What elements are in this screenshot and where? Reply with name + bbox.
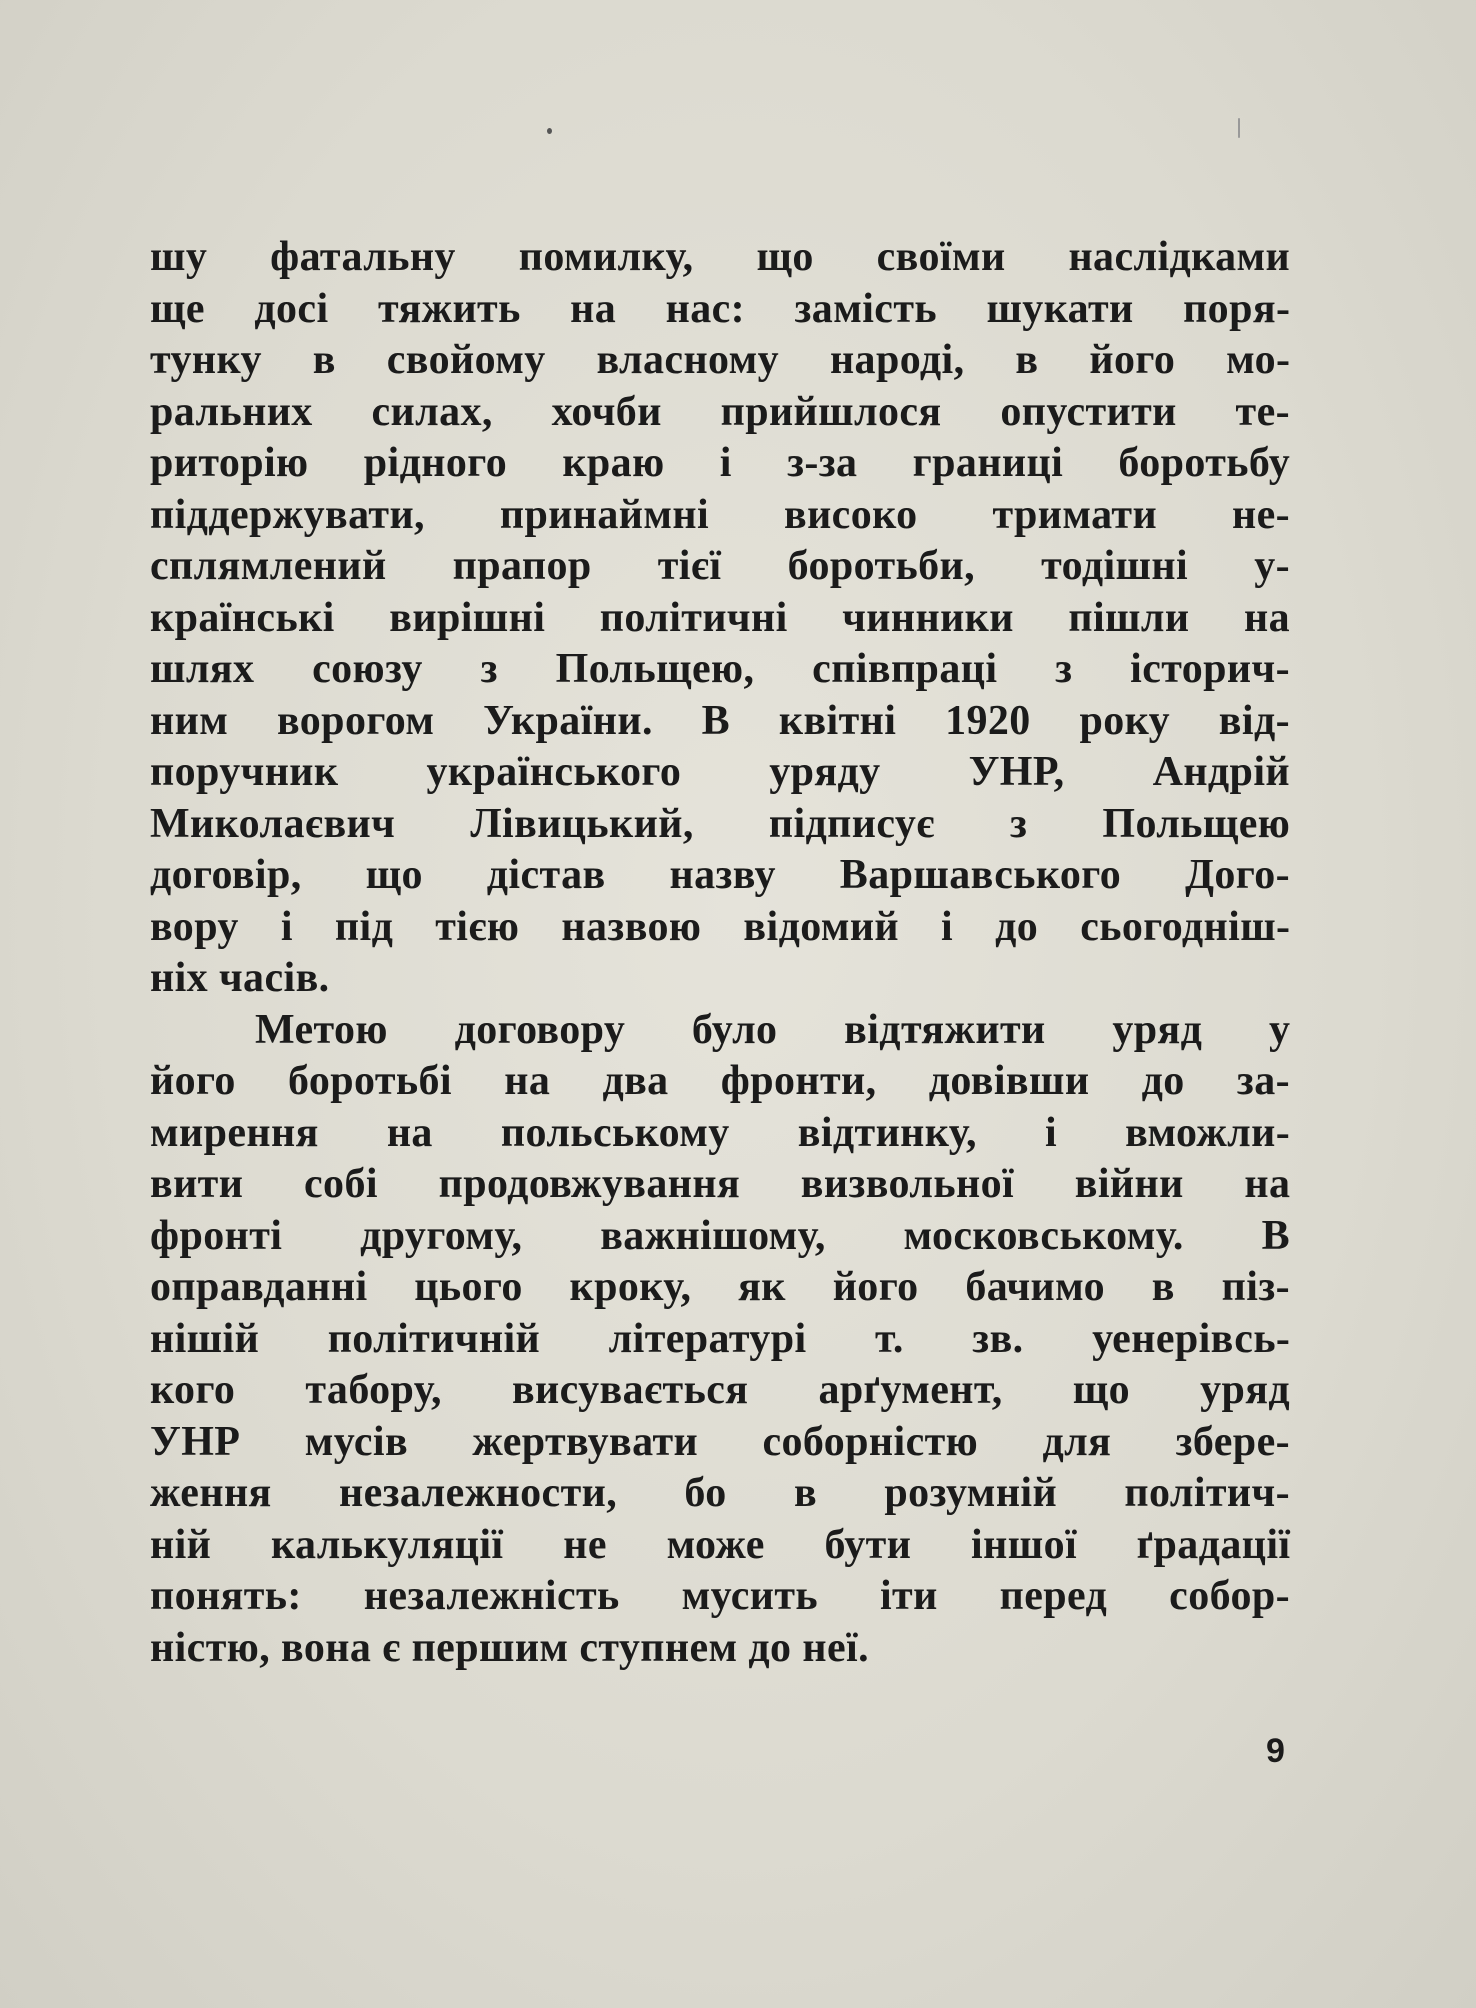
text-line: риторію рідного краю і з-за границі боротьбу [150, 440, 1291, 486]
dust-speck [1238, 118, 1240, 138]
text-line: Миколаєвич Лівицький, підписує з Польщею [150, 800, 1291, 847]
text-line: ще досі тяжить на нас: замість шукати поря- [150, 285, 1291, 332]
text-line: тунку в свойому власному народі, в його мо- [150, 337, 1291, 383]
dust-speck [547, 128, 552, 134]
text-line: поручник українського уряду УНР, Андрій [150, 749, 1290, 795]
text-line: нішій політичній літературі т. зв. уенерівсь- [150, 1315, 1291, 1362]
text-line: сплямлений прапор тієї боротьби, тодішні у- [150, 543, 1290, 589]
text-line: фронті другому, важнішому, московському. В [150, 1212, 1290, 1259]
text-line: ністю, вона є першим ступнем до неї. [150, 1624, 869, 1671]
text-line: Метою договору було відтяжити уряд у [255, 1006, 1291, 1053]
text-line: кого табору, висувається арґумент, що уряд [150, 1367, 1291, 1413]
text-line: ральних силах, хочби прийшлося опустити те- [150, 388, 1290, 435]
text-line: ніх часів. [150, 955, 330, 1001]
text-line: його боротьбі на два фронти, довівши до за- [150, 1058, 1290, 1104]
text-line: УНР мусів жертвувати соборністю для збере- [150, 1418, 1290, 1465]
text-line: договір, що дістав назву Варшавського Дого- [150, 852, 1290, 898]
text-line: вору і під тією назвою відомий і до сьогодніш- [150, 903, 1291, 950]
text-line: вити собі продовжування визвольної війни на [150, 1161, 1291, 1207]
text-line: піддержувати, принаймні високо тримати не- [150, 491, 1290, 538]
text-line: понять: незалежність мусить іти перед собор- [150, 1573, 1290, 1619]
text-line: шу фатальну помилку, що своїми наслідками [150, 234, 1291, 280]
text-line: оправданні цього кроку, як його бачимо в піз- [150, 1264, 1290, 1310]
text-line: ним ворогом України. В квітні 1920 року від- [150, 697, 1290, 744]
text-line: шлях союзу з Польщею, співпраці з історич- [150, 646, 1290, 692]
text-line: країнські вирішні політичні чинники пішли на [150, 594, 1290, 641]
text-line: мирення на польському відтинку, і вможли- [150, 1109, 1291, 1156]
page-number: 9 [1266, 1732, 1285, 1770]
text-line: ження незалежности, бо в розумній політич- [150, 1470, 1290, 1516]
text-line: ній калькуляції не може бути іншої ґрадації [150, 1521, 1291, 1568]
paragraph-1 [150, 232, 1290, 1005]
paragraph-2 [150, 1005, 1290, 1675]
body-text [150, 232, 1290, 1674]
